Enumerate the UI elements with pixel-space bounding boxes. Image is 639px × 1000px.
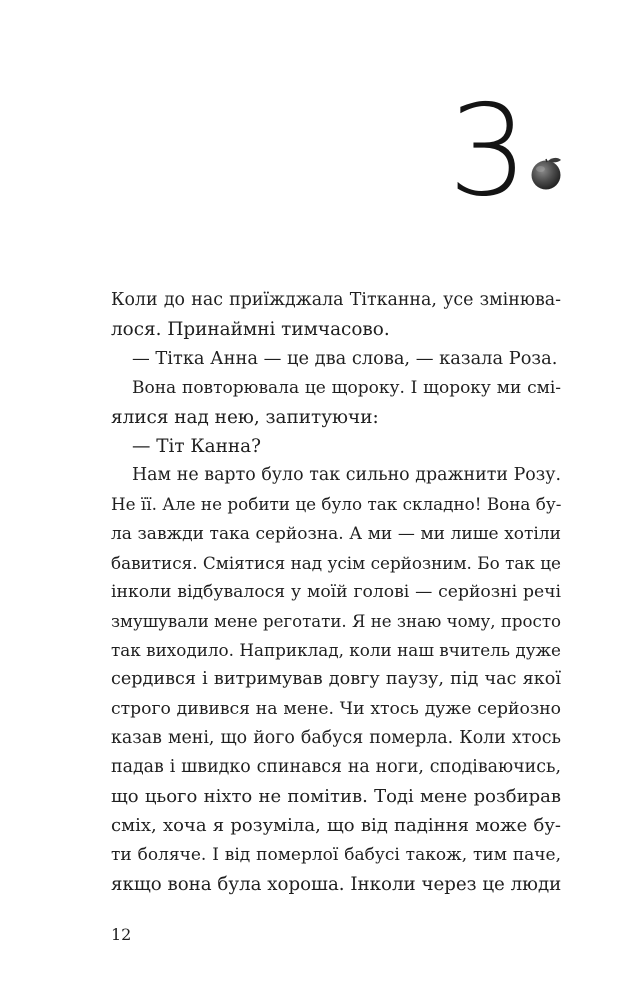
text-line: казав мені, що його бабуся померла. Коли хтось [111, 727, 561, 748]
text-line: — Тітка Анна — це два слова, — казала Роза. [132, 348, 558, 370]
text-line: інколи відбувалося у моїй голові — серйозні речі [111, 581, 561, 602]
text-line: Нам не варто було так сильно дражнити Розу. [132, 465, 561, 486]
page-number: 12 [111, 925, 132, 944]
text-line: ялися над нею, запитуючи: [111, 406, 379, 428]
text-line: бавитися. Сміятися над усім серйозним. Бо так це [111, 552, 561, 573]
text-line: так виходило. Наприклад, коли наш вчитель дуже [111, 640, 561, 661]
text-line: Коли до нас приїжджала Тітканна, усе змінюва- [111, 290, 561, 310]
text-line: лося. Принаймні тимчасово. [111, 319, 390, 341]
text-line: Не її. Але не робити це було так складно! Вона бу- [111, 494, 562, 515]
text-line: сміх, хоча я розуміла, що від падіння може бу- [111, 815, 561, 837]
text-line: ла завжди така серйозна. А ми — ми лише хотіли [111, 523, 561, 544]
text-line: змушували мене реготати. Я не знаю чому, просто [111, 612, 561, 632]
text-line: ти боляче. І від померлої бабусі також, тим паче, [111, 844, 561, 865]
chapter-number: 3 [448, 77, 529, 224]
orange-fruit-icon [528, 154, 566, 192]
text-line: падав і швидко спинався на ноги, сподіваючись, [111, 757, 561, 777]
text-line: якщо вона була хороша. Інколи через це люди [111, 873, 562, 895]
text-line: Вона повторювала це щороку. І щороку ми смі- [132, 377, 561, 398]
text-line: — Тіт Канна? [132, 435, 261, 457]
text-line: строго дивився на мене. Чи хтось дуже серйозно [111, 698, 561, 719]
text-line: сердився і витримував довгу паузу, під час якої [111, 669, 561, 690]
body-text [111, 286, 561, 899]
text-line: що цього ніхто не помітив. Тоді мене розбирав [111, 786, 561, 808]
